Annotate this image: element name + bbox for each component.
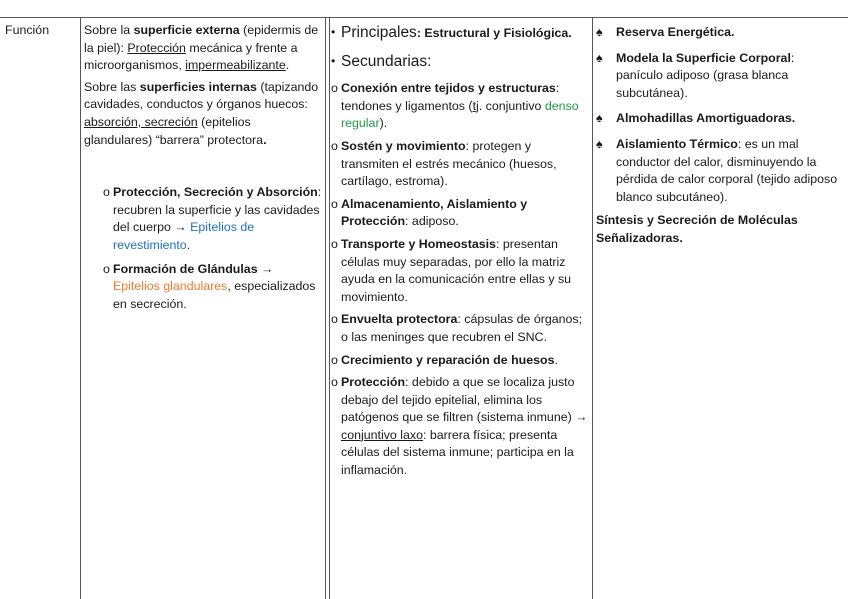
spade-icon: ♠ (596, 136, 603, 151)
secondary-function-heading: • Secundarias: (331, 52, 432, 70)
spade-icon: ♠ (596, 25, 603, 39)
column-divider-2 (325, 17, 326, 599)
row-header-label: Función (5, 23, 50, 37)
secondary-list-item: o Almacenamiento, Aislamiento y Protección: adiposo. (331, 196, 528, 229)
connective-cell (331, 24, 591, 480)
column-divider-1 (80, 17, 81, 599)
epithelial-list-item (84, 261, 322, 314)
epithelial-cell (84, 22, 322, 313)
secondary-list-item: o Transporte y Homeostasis: presentan células muy separadas, por ello la matriz ayuda en la comunicación entre ellas y su movimiento. (331, 236, 572, 304)
signaling-molecules-text: Síntesis y Secreción de Moléculas Señalizadoras. (596, 213, 798, 245)
list-marker: o (103, 185, 110, 200)
adipose-list-item: ♠ Aislamiento Térmico: es un mal conductor del calor, disminuyendo la pérdida de calor corporal (tejido adiposo blanco subcutáneo). (596, 136, 838, 204)
column-divider-3 (329, 17, 330, 599)
adipose-list-item: ♠ Modela la Superficie Corporal: panículo adiposo (grasa blanca subcutánea). (596, 50, 795, 100)
external-surface-paragraph: Sobre la superficie externa (epidermis de la piel): Protección mecánica y frente a microorganismos, impermeabilizante. (84, 23, 319, 73)
secondary-list-item: o Conexión entre tejidos y estructuras: tendones y ligamentos (tj. conjuntivo denso regular). (331, 81, 579, 131)
list-item-text: Formación de Glándulas → Epitelios glandulares, especializados en secreción. (113, 261, 316, 311)
adipose-list-item: ♠ Almohadillas Amortiguadoras. (596, 110, 844, 128)
main-function-heading: • Principales: Estructural y Fisiológica. (331, 24, 572, 41)
list-item-text: Protección, Secreción y Absorción: recubren la superficie y las cavidades del cuerpo → Epitelios de revestimiento. (113, 185, 322, 252)
secondary-list-item: o Crecimiento y reparación de huesos. (331, 352, 558, 367)
secondary-list-item: o Sostén y movimiento: protegen y transmiten el estrés mecánico (huesos, cartílago, estroma). (331, 138, 557, 189)
adipose-cell (596, 24, 844, 248)
table-top-border (0, 17, 848, 18)
row-header-cell (5, 22, 77, 40)
internal-surfaces-paragraph: Sobre las superficies internas (tapizando cavidades, conductos y órganos huecos: absorción, secreción (epitelios glandulares) “barrera” protectora. (84, 79, 319, 147)
list-marker: o (103, 261, 110, 276)
secondary-list-item: o Protección: debido a que se localiza justo debajo del tejido epitelial, elimina los patógenos que se filtren (sistema inmune) → conjuntivo laxo: barrera física; presenta células del sistema inmune; participa en la inflamación. (331, 375, 588, 478)
spade-icon: ♠ (596, 50, 603, 65)
spade-icon: ♠ (596, 111, 603, 126)
adipose-list-item: ♠ Reserva Energética. (596, 24, 844, 42)
epithelial-list-item (84, 184, 322, 254)
secondary-list-item: o Envuelta protectora: cápsulas de órganos; o las meninges que recubren el SNC. (331, 312, 583, 344)
column-divider-4 (592, 17, 593, 599)
